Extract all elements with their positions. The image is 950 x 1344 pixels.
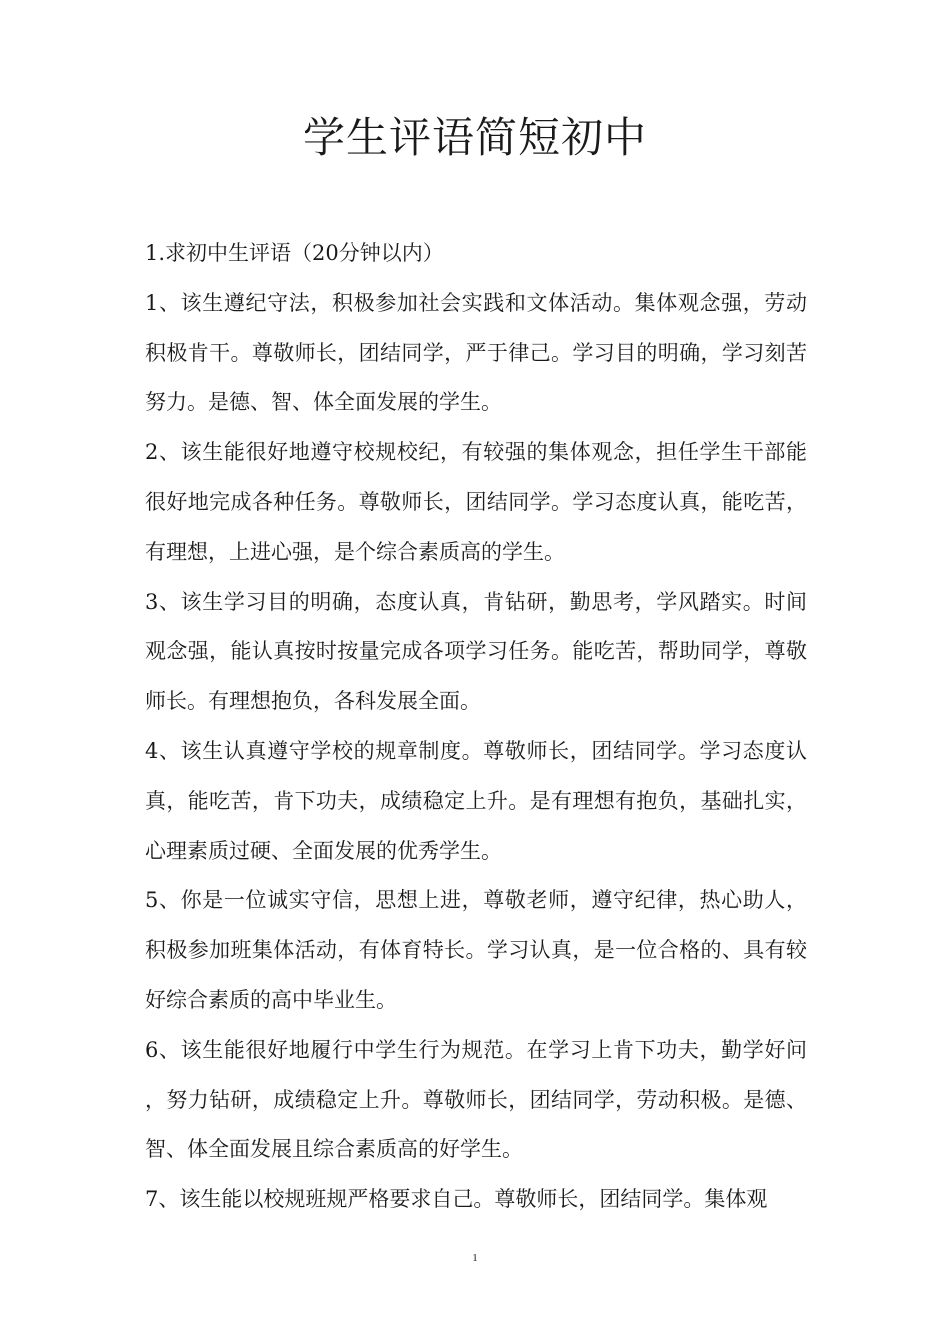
section-heading: 1.求初中生评语（20分钟以内） bbox=[145, 241, 444, 265]
comment-paragraph-3: 3、该生学习目的明确，态度认真，肯钻研，勤思考，学风踏实。时间观念强，能认真按时按量完成各项学习任务。能吃苦，帮助同学，尊敬师长。有理想抱负，各科发展全面。 bbox=[145, 589, 807, 714]
document-body bbox=[145, 229, 807, 1225]
comment-paragraph-5: 5、你是一位诚实守信，思想上进，尊敬老师，遵守纪律，热心助人，积极参加班集体活动，有体育特长。学习认真，是一位合格的、具有较好综合素质的高中毕业生。 bbox=[145, 888, 807, 1012]
comment-paragraph-4: 4、该生认真遵守学校的规章制度。尊敬师长，团结同学。学习态度认真，能吃苦，肯下功夫，成绩稳定上升。是有理想有抱负，基础扎实，心理素质过硬、全面发展的优秀学生。 bbox=[145, 738, 807, 863]
page-number: 1 bbox=[472, 1252, 478, 1264]
comment-paragraph-1: 1、该生遵纪守法，积极参加社会实践和文体活动。集体观念强，劳动积极肯干。尊敬师长，团结同学，严于律己。学习目的明确，学习刻苦努力。是德、智、体全面发展的学生。 bbox=[145, 290, 807, 415]
document-title: 学生评语简短初中 bbox=[302, 113, 647, 162]
comment-paragraph-6: 6、该生能很好地履行中学生行为规范。在学习上肯下功夫，勤学好问，努力钻研，成绩稳定上升。尊敬师长，团结同学，劳动积极。是德、智、体全面发展且综合素质高的好学生。 bbox=[145, 1037, 807, 1162]
comment-paragraph-2: 2、该生能很好地遵守校规校纪，有较强的集体观念，担任学生干部能很好地完成各种任务。尊敬师长，团结同学。学习态度认真，能吃苦，有理想，上进心强，是个综合素质高的学生。 bbox=[145, 440, 807, 564]
comment-paragraph-7: 7、该生能以校规班规严格要求自己。尊敬师长，团结同学。集体观 bbox=[145, 1187, 768, 1212]
